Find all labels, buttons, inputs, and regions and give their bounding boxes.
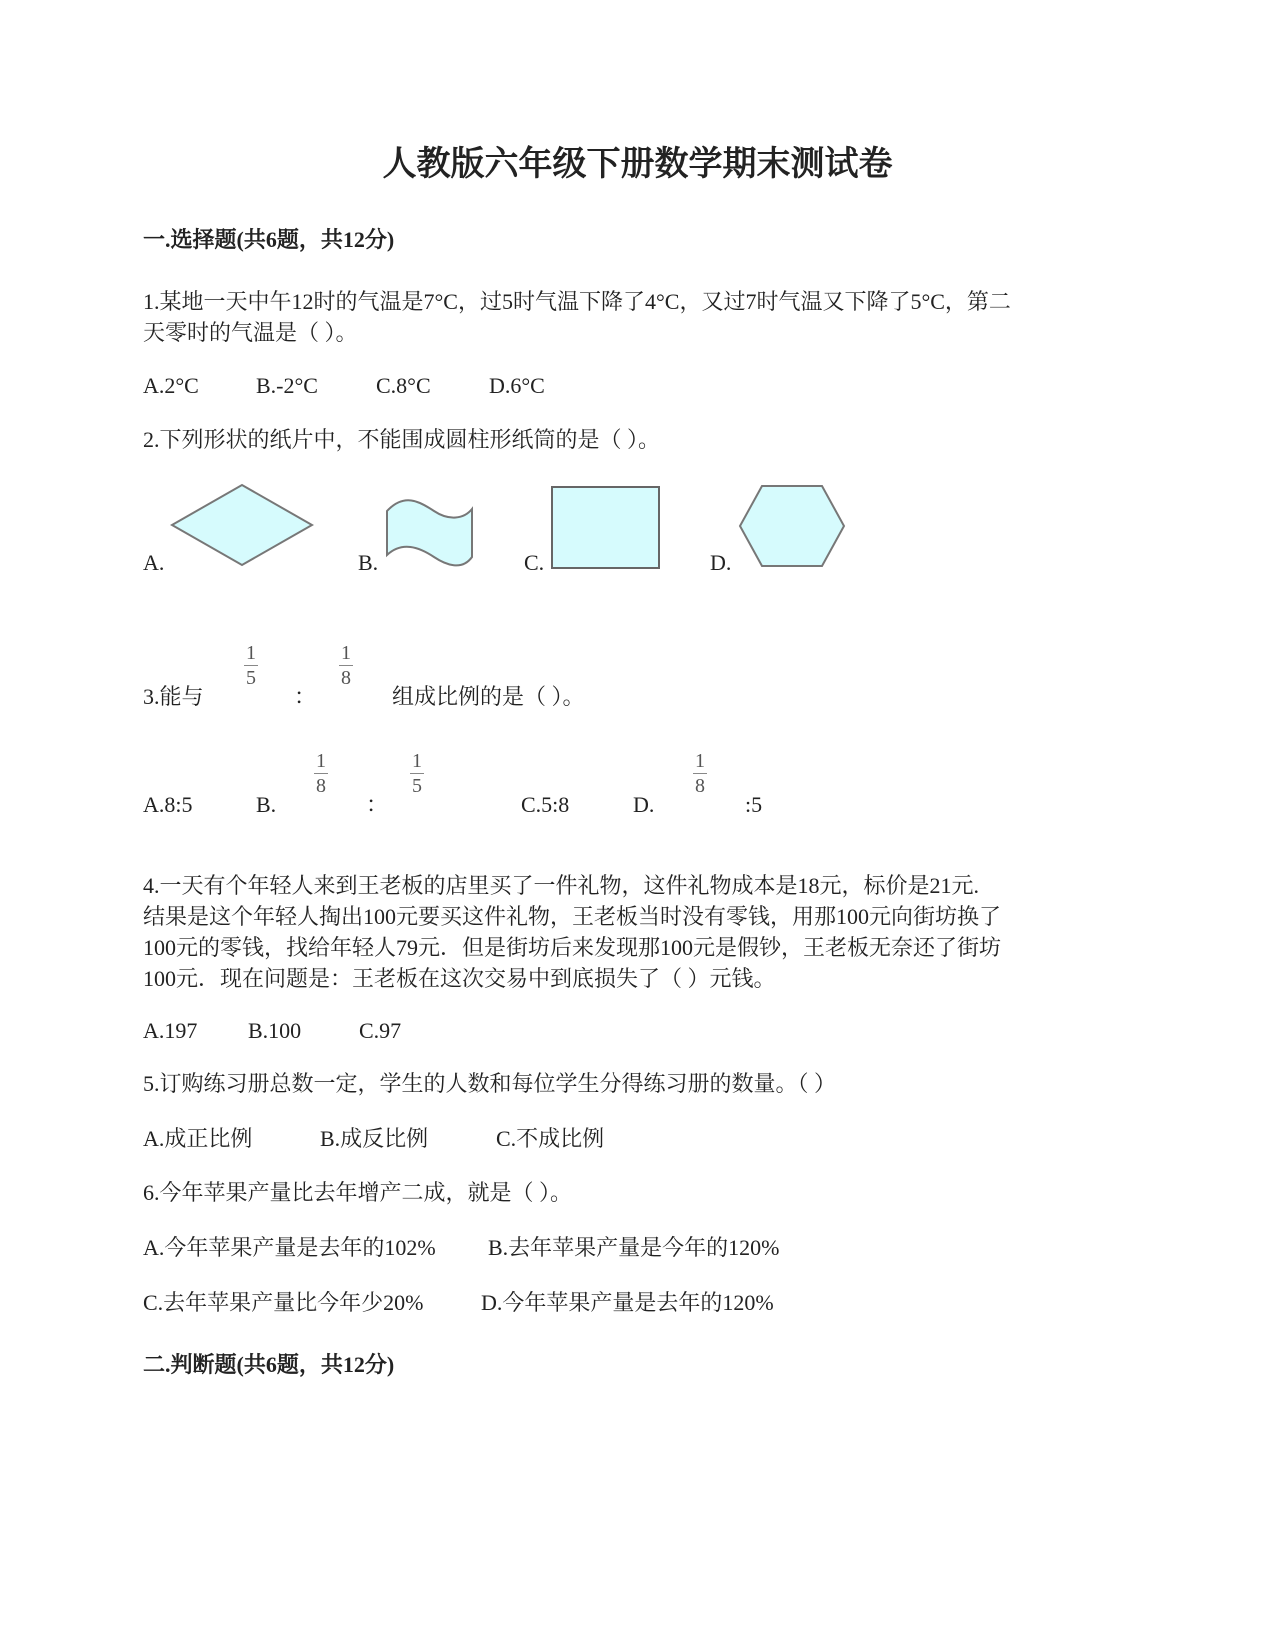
- fraction: 1 5: [246, 642, 256, 689]
- question-text: 结果是这个年轻人掏出100元要买这件礼物，王老板当时没有零钱，用那100元向街坊换了: [143, 904, 1002, 929]
- question-text: 组成比例的是（ ）。: [392, 684, 585, 709]
- option: B.去年苹果产量是今年的120%: [488, 1235, 780, 1260]
- option: B.100: [248, 1018, 302, 1043]
- section-heading: 二.判断题(共6题，共12分): [143, 1352, 395, 1377]
- question-text: 3.能与: [143, 684, 204, 709]
- option: D.: [633, 792, 655, 817]
- question-text: 5.订购练习册总数一定，学生的人数和每位学生分得练习册的数量。（ ）: [143, 1071, 837, 1096]
- question-text: 100元的零钱，找给年轻人79元．但是街坊后来发现那100元是假钞，王老板无奈还了街坊: [143, 935, 1002, 960]
- option: C.8°C: [376, 373, 431, 398]
- option: C.不成比例: [496, 1126, 605, 1151]
- option-suffix: :5: [745, 792, 763, 817]
- option: A.: [143, 550, 165, 575]
- option: B.成反比例: [320, 1126, 429, 1151]
- fraction: 1 8: [341, 642, 351, 689]
- colon: ：: [294, 684, 317, 709]
- option: B.: [256, 792, 277, 817]
- option: C.: [524, 550, 545, 575]
- question-text: 4.一天有个年轻人来到王老板的店里买了一件礼物，这件礼物成本是18元，标价是21元.: [143, 873, 980, 898]
- option: C.5:8: [521, 792, 570, 817]
- option: B.-2°C: [256, 373, 318, 398]
- option: A.成正比例: [143, 1126, 253, 1151]
- question-text: 100元．现在问题是：王老板在这次交易中到底损失了（ ）元钱。: [143, 966, 776, 991]
- question-text: 1.某地一天中午12时的气温是7°C，过5时气温下降了4°C，又过7时气温又下降了5°C，第二: [143, 289, 1011, 314]
- rhombus-shape: [170, 483, 316, 569]
- option: C.97: [359, 1018, 402, 1043]
- colon: ：: [366, 792, 389, 817]
- page-title: 人教版六年级下册数学期末测试卷: [382, 146, 893, 183]
- option: D.今年苹果产量是去年的120%: [481, 1290, 774, 1315]
- option: A.8:5: [143, 792, 193, 817]
- question-text: 天零时的气温是（ ）。: [143, 320, 358, 345]
- option: A.197: [143, 1018, 198, 1043]
- fraction: 1 5: [412, 750, 422, 797]
- hexagon-shape: [738, 484, 848, 570]
- question-text: 6.今年苹果产量比去年增产二成，就是（ ）。: [143, 1180, 573, 1205]
- wave-shape: [384, 499, 476, 571]
- option: D.6°C: [489, 373, 545, 398]
- section-heading: 一.选择题(共6题，共12分): [143, 227, 395, 252]
- rectangle-shape: [550, 485, 662, 571]
- option: B.: [358, 550, 379, 575]
- option: C.去年苹果产量比今年少20%: [143, 1290, 424, 1315]
- option: A.2°C: [143, 373, 199, 398]
- fraction: 1 8: [695, 750, 705, 797]
- option: D.: [710, 550, 732, 575]
- question-text: 2.下列形状的纸片中，不能围成圆柱形纸筒的是（ ）。: [143, 427, 661, 452]
- option: A.今年苹果产量是去年的102%: [143, 1235, 436, 1260]
- fraction: 1 8: [316, 750, 326, 797]
